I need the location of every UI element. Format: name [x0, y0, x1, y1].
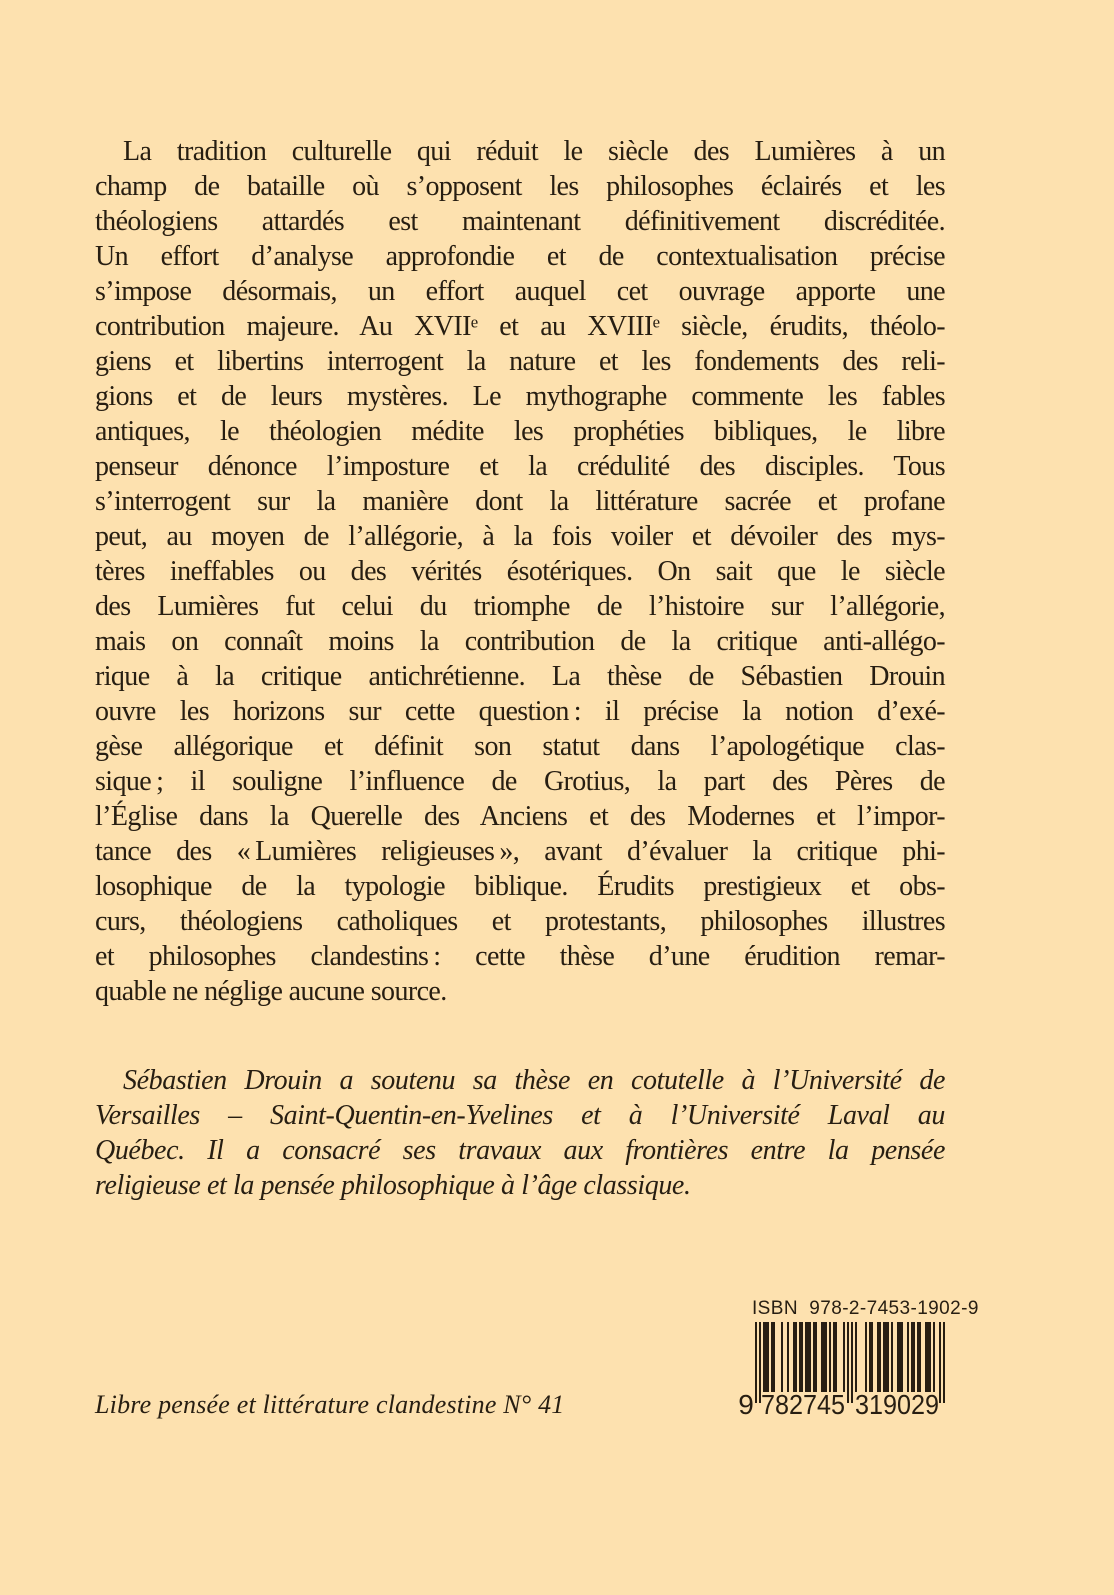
text-line: champ de bataille où s’opposent les philosophes éclairés et les: [95, 171, 945, 202]
text-line: sique ; il souligne l’influence de Grotius, la part des Pères de: [95, 766, 945, 797]
ean13-barcode: [738, 1322, 966, 1418]
text-line: contribution majeure. Au XVIIᵉ et au XVIIIᵉ siècle, érudits, théolo-: [95, 311, 945, 342]
svg-text:9: 9: [738, 1389, 754, 1418]
text-line: s’interrogent sur la manière dont la littérature sacrée et profane: [95, 486, 945, 517]
isbn-barcode-block: [738, 1298, 979, 1418]
isbn-label: ISBN 978-2-7453-1902-9: [752, 1298, 979, 1319]
text-line: peut, au moyen de l’allégorie, à la fois voiler et dévoiler des mys-: [95, 521, 945, 552]
text-line: rique à la critique antichrétienne. La thèse de Sébastien Drouin: [95, 661, 945, 692]
text-line: curs, théologiens catholiques et protestants, philosophes illustres: [95, 906, 945, 937]
text-line: losophique de la typologie biblique. Érudits prestigieux et obs-: [95, 871, 945, 902]
text-line: gèse allégorique et définit son statut dans l’apologétique clas-: [95, 731, 945, 762]
text-line: l’Église dans la Querelle des Anciens et des Modernes et l’impor-: [95, 801, 945, 832]
text-line: mais on connaît moins la contribution de la critique anti-allégo-: [95, 626, 945, 657]
text-line: ouvre les horizons sur cette question : il précise la notion d’exé-: [95, 696, 945, 727]
author-bio-text: [95, 1063, 945, 1203]
text-line: religieuse et la pensée philosophique à l’âge classique.: [95, 1170, 691, 1201]
text-line: gions et de leurs mystères. Le mythographe commente les fables: [95, 381, 945, 412]
text-line: Un effort d’analyse approfondie et de contextualisation précise: [95, 241, 945, 272]
svg-text:319029: 319029: [855, 1389, 939, 1418]
text-line: Sébastien Drouin a soutenu sa thèse en cotutelle à l’Université de: [123, 1065, 945, 1096]
text-line: tères ineffables ou des vérités ésotériques. On sait que le siècle: [95, 556, 945, 587]
text-line: Versailles – Saint-Quentin-en-Yvelines et à l’Université Laval au: [95, 1100, 945, 1131]
series-title: Libre pensée et littérature clandestine N° 41: [95, 1390, 565, 1419]
text-line: Québec. Il a consacré ses travaux aux frontières entre la pensée: [95, 1135, 945, 1166]
text-line: La tradition culturelle qui réduit le siècle des Lumières à un: [123, 136, 945, 167]
text-line: penseur dénonce l’imposture et la crédulité des disciples. Tous: [95, 451, 945, 482]
svg-text:782745: 782745: [761, 1389, 845, 1418]
text-line: giens et libertins interrogent la nature et les fondements des reli-: [95, 346, 945, 377]
text-line: antiques, le théologien médite les prophéties bibliques, le libre: [95, 416, 945, 447]
text-line: théologiens attardés est maintenant définitivement discréditée.: [95, 206, 945, 237]
text-line: s’impose désormais, un effort auquel cet ouvrage apporte une: [95, 276, 945, 307]
blurb-text: [95, 134, 945, 1009]
text-line: et philosophes clandestins : cette thèse d’une érudition remar-: [95, 941, 945, 972]
text-line: des Lumières fut celui du triomphe de l’histoire sur l’allégorie,: [95, 591, 945, 622]
text-line: tance des « Lumières religieuses », avant d’évaluer la critique phi-: [95, 836, 945, 867]
text-line: quable ne néglige aucune source.: [95, 976, 447, 1007]
